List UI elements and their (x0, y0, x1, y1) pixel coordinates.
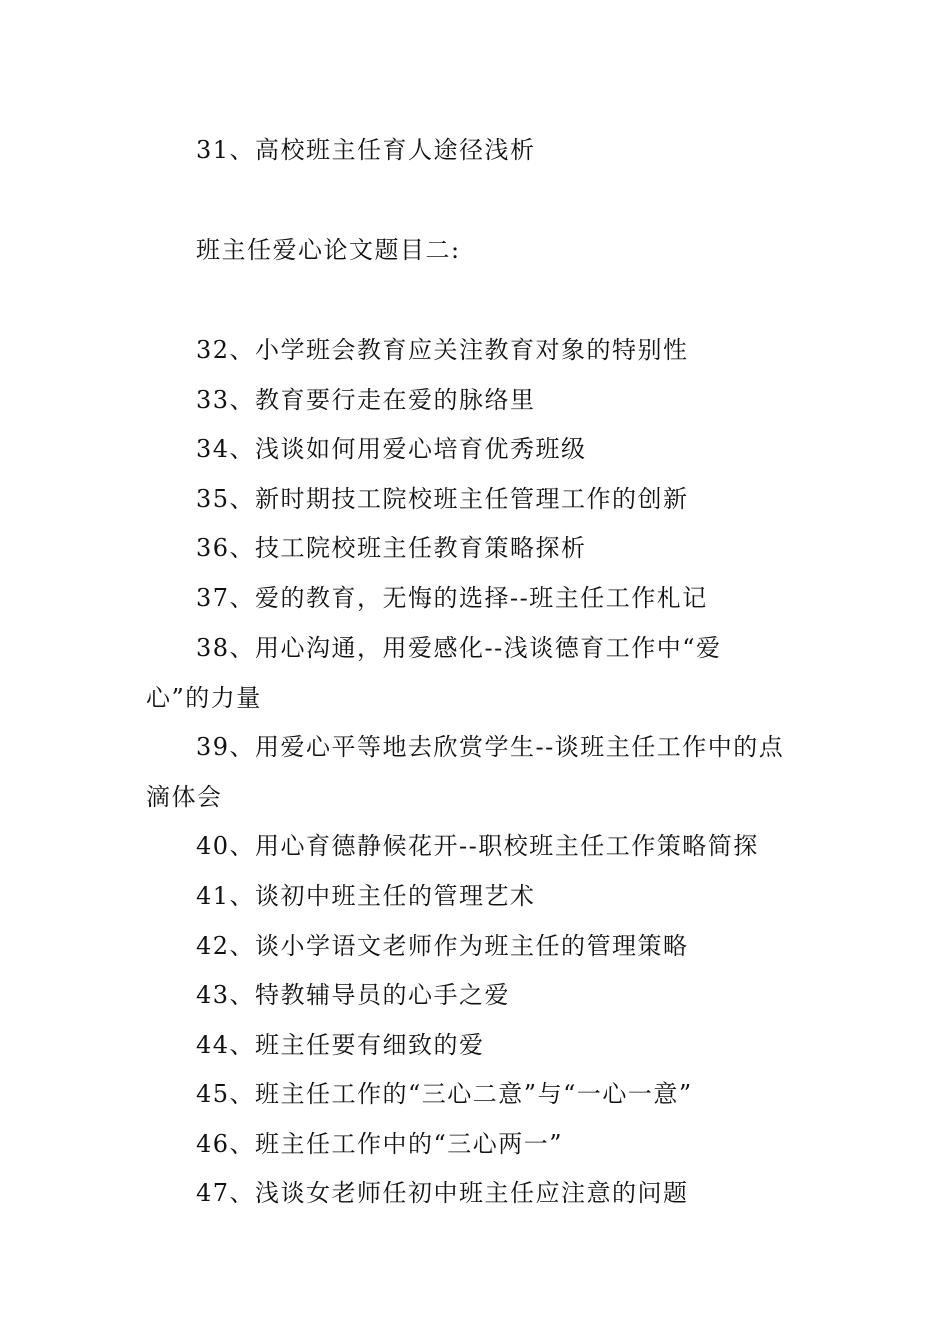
list-item: 40、用心育德静候花开--职校班主任工作策略简探 (196, 832, 759, 860)
list-item: 47、浅谈女老师任初中班主任应注意的问题 (196, 1179, 689, 1207)
list-item: 37、爱的教育，无悔的选择--班主任工作札记 (196, 584, 708, 612)
list-item-31: 31、高校班主任育人途径浅析 (196, 136, 536, 164)
list-item: 32、小学班会教育应关注教育对象的特别性 (196, 336, 689, 364)
list-item: 45、班主任工作的“三心二意”与“一心一意” (196, 1080, 693, 1108)
list-item: 44、班主任要有细致的爱 (196, 1031, 485, 1059)
list-item: 41、谈初中班主任的管理艺术 (196, 882, 536, 910)
list-item: 33、教育要行走在爱的脉络里 (196, 386, 536, 414)
list-item: 43、特教辅导员的心手之爱 (196, 981, 511, 1009)
list-item: 46、班主任工作中的“三心两一” (196, 1130, 564, 1158)
list-item: 36、技工院校班主任教育策略探析 (196, 534, 587, 562)
list-item: 38、用心沟通，用爱感化--浅谈德育工作中“爱心”的力量 (146, 634, 722, 712)
list-item: 35、新时期技工院校班主任管理工作的创新 (196, 485, 689, 513)
list-item: 34、浅谈如何用爱心培育优秀班级 (196, 435, 587, 463)
list-item: 39、用爱心平等地去欣赏学生--谈班主任工作中的点滴体会 (146, 733, 785, 811)
list-item: 42、谈小学语文老师作为班主任的管理策略 (196, 932, 689, 960)
section-heading: 班主任爱心论文题目二: (196, 236, 461, 264)
